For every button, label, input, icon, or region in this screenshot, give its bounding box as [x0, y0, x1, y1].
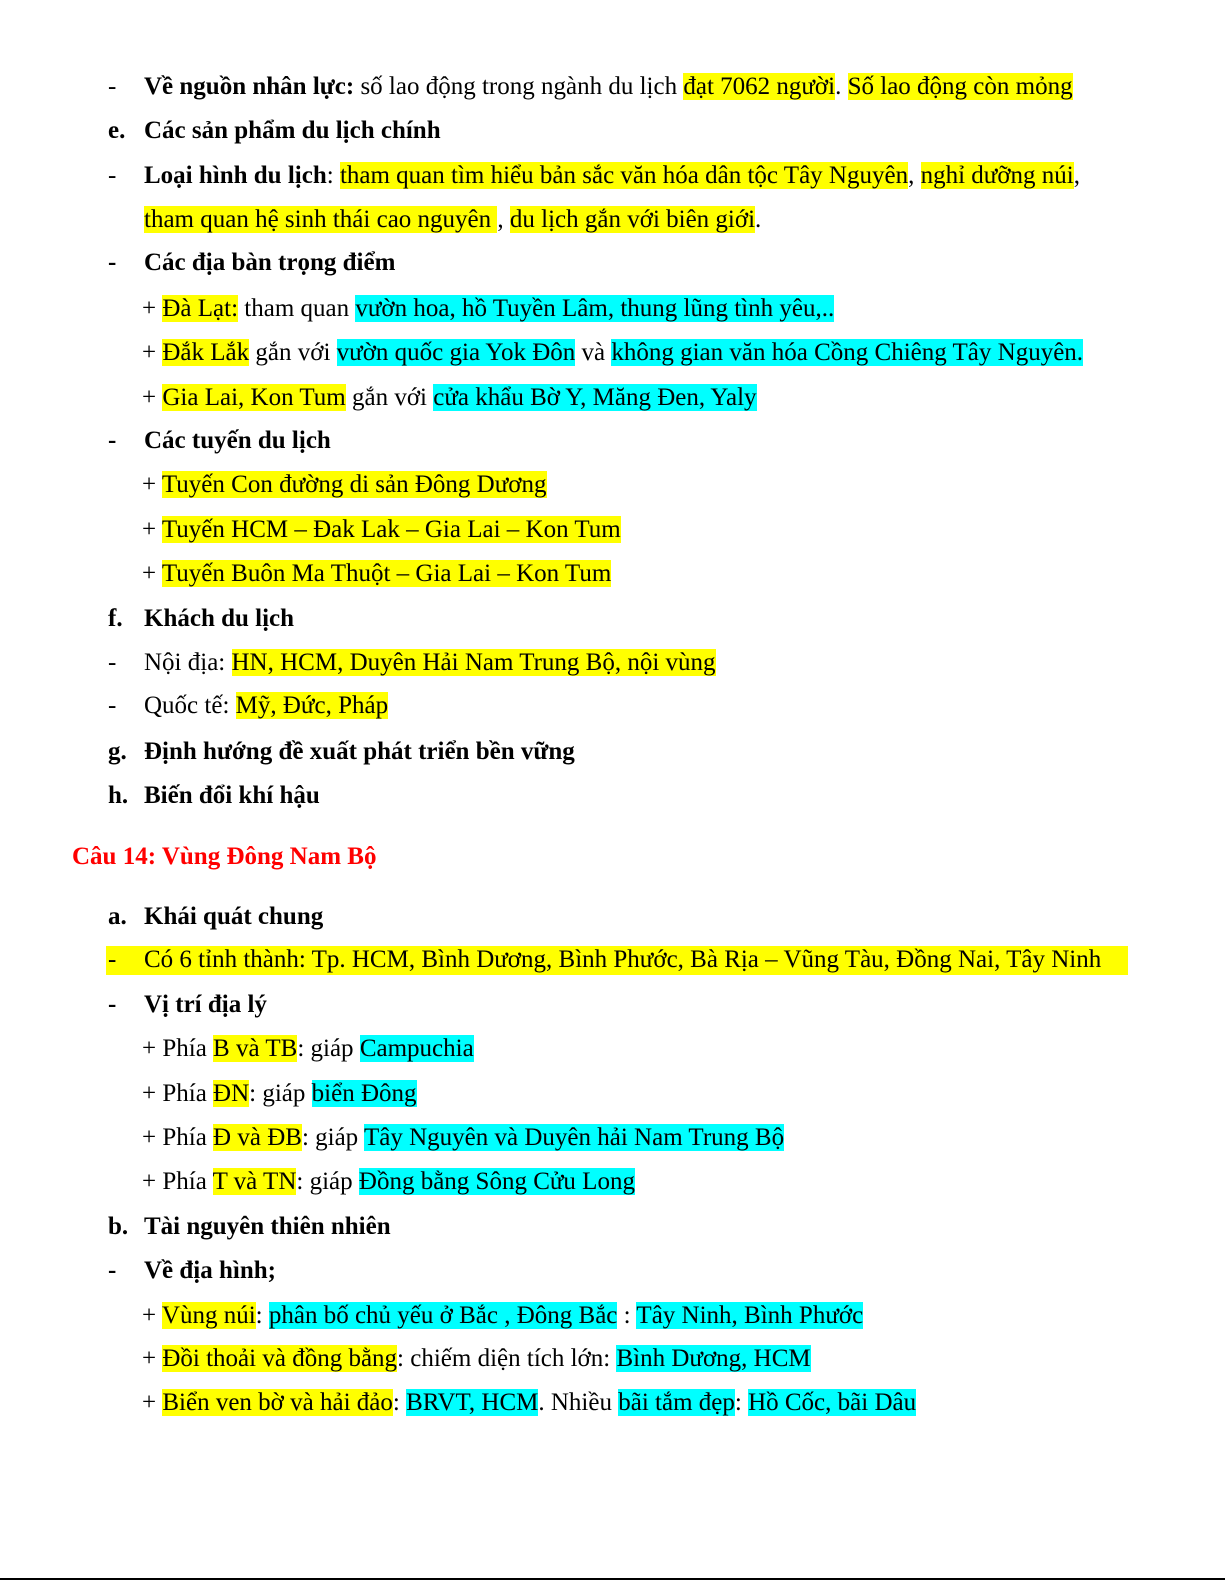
plain-text: + Phía: [142, 1124, 214, 1151]
section-heading: [72, 842, 376, 872]
highlight-yellow-text: T và TN: [212, 1168, 297, 1195]
plain-text: + Phía: [142, 1080, 214, 1107]
plain-text: + Phía: [142, 1035, 214, 1062]
list-item-text: [142, 1079, 417, 1109]
highlight-cyan-text: Campuchia: [359, 1035, 474, 1062]
highlight-cyan-text: biển Đông: [311, 1080, 417, 1107]
list-item-text: [144, 737, 575, 767]
plain-text: Nội địa:: [144, 649, 232, 676]
plain-text: :: [255, 1302, 269, 1329]
bold-text: Về địa hình;: [144, 1257, 276, 1284]
list-item-text: [142, 470, 547, 500]
bold-text: Định hướng đề xuất phát triển bền vững: [144, 738, 575, 765]
highlight-yellow-text: tham quan tìm hiểu bản sắc văn hóa dân tộc Tây Nguyên: [339, 162, 909, 189]
list-item-text: [144, 248, 395, 278]
list-item-text: [142, 1034, 474, 1064]
plain-text: gắn với: [249, 339, 337, 366]
list-marker: -: [108, 946, 117, 973]
page-bottom-rule: [0, 1578, 1225, 1580]
highlight-cyan-text: vườn hoa, hồ Tuyền Lâm, thung lũng tình yêu,..: [355, 295, 835, 322]
list-item-text: [144, 161, 1080, 191]
plain-text: ,: [1073, 162, 1080, 189]
list-item-text: [142, 383, 757, 413]
plain-text: : giáp: [301, 1124, 364, 1151]
plain-text: :: [326, 162, 340, 189]
plain-text: .: [835, 73, 848, 100]
list-item-text: [144, 990, 267, 1020]
bold-text: Các tuyến du lịch: [144, 427, 331, 454]
list-item-text: [144, 205, 761, 235]
list-marker: -: [108, 249, 117, 276]
list-item-text: [144, 116, 441, 146]
plain-text: :: [392, 1389, 407, 1416]
plain-text: +: [142, 384, 163, 411]
list-marker: -: [108, 991, 117, 1018]
plain-text: +: [142, 339, 163, 366]
bold-text: Khách du lịch: [144, 605, 295, 632]
plain-text: : giáp: [296, 1168, 359, 1195]
highlight-cyan-text: Bình Dương, HCM: [616, 1345, 811, 1372]
highlight-cyan-text: Tây Nguyên và Duyên hải Nam Trung Bộ: [363, 1124, 785, 1151]
list-item-text: [142, 559, 611, 589]
highlight-yellow-text: nghỉ dưỡng núi: [920, 162, 1074, 189]
list-marker: -: [108, 1257, 117, 1284]
list-marker: -: [108, 649, 117, 676]
bold-text: Các địa bàn trọng điểm: [144, 249, 396, 276]
plain-text: ,: [497, 206, 510, 233]
plain-text: tham quan: [238, 295, 356, 322]
highlight-yellow-text: Đắk Lắk: [162, 339, 250, 366]
highlight-yellow-text: Vùng núi: [161, 1302, 256, 1329]
plain-text: +: [142, 1302, 162, 1329]
highlight-yellow-text: Đà Lạt:: [162, 295, 239, 322]
bold-text: Biến đổi khí hậu: [144, 782, 320, 809]
plain-text: +: [142, 1345, 163, 1372]
highlight-yellow-text: tham quan hệ sinh thái cao nguyên: [144, 206, 498, 233]
highlight-yellow-text: đạt 7062 người: [683, 73, 836, 100]
list-marker: h.: [108, 782, 129, 809]
bold-text: Vị trí địa lý: [144, 991, 267, 1018]
plain-text: ,: [908, 162, 921, 189]
list-item-text: [142, 1344, 811, 1374]
highlight-cyan-text: Đồng bằng Sông Cửu Long: [358, 1168, 635, 1195]
list-marker: -: [108, 692, 117, 719]
list-marker: f.: [108, 605, 123, 632]
bold-text: Tài nguyên thiên nhiên: [144, 1213, 391, 1240]
highlight-cyan-text: BRVT, HCM: [406, 1389, 539, 1416]
list-marker: g.: [108, 738, 127, 765]
list-item-text: [142, 1388, 916, 1418]
list-marker: -: [108, 427, 117, 454]
highlight-cyan-text: bãi tắm đẹp: [618, 1389, 735, 1416]
list-item-text: [144, 691, 388, 721]
highlight-yellow-text: Gia Lai, Kon Tum: [162, 384, 346, 411]
highlight-yellow-text: B và TB: [213, 1035, 298, 1062]
highlight-yellow-text: Đồi thoải và đồng bằng: [162, 1345, 398, 1372]
plain-text: và: [575, 339, 612, 366]
bold-text: Các sản phẩm du lịch chính: [144, 117, 441, 144]
list-item-text: [142, 294, 834, 324]
highlight-yellow-text: HN, HCM, Duyên Hải Nam Trung Bộ, nội vùng: [231, 649, 716, 676]
highlight-yellow-text: ĐN: [213, 1080, 250, 1107]
list-item-text: [142, 1301, 863, 1331]
list-item-text: [144, 72, 1073, 102]
plain-text: +: [142, 560, 162, 587]
list-item-text: [142, 1123, 784, 1153]
plain-text: số lao động trong ngành du lịch: [354, 73, 684, 100]
highlight-yellow-text: du lịch gắn với biên giới: [509, 206, 756, 233]
plain-text: : giáp: [297, 1035, 360, 1062]
plain-text: :: [617, 1302, 637, 1329]
list-marker: -: [108, 73, 117, 100]
highlight-cyan-text: Hồ Cốc, bãi Dâu: [748, 1389, 917, 1416]
plain-text: . Nhiều: [538, 1389, 619, 1416]
list-item-text: [144, 426, 331, 456]
list-item-text: [144, 648, 716, 678]
highlight-yellow-text: Số lao động còn mỏng: [847, 73, 1073, 100]
highlight-cyan-text: phân bố chủ yếu ở Bắc , Đông Bắc: [268, 1302, 618, 1329]
list-item-text: [142, 338, 1083, 368]
highlight-cyan-text: Tây Ninh, Bình Phước: [636, 1302, 864, 1329]
highlight-yellow-text: Biển ven bờ và hải đảo: [162, 1389, 393, 1416]
highlight-yellow-text: Mỹ, Đức, Pháp: [235, 692, 389, 719]
plain-text: Quốc tế:: [144, 692, 236, 719]
plain-text: : giáp: [249, 1080, 312, 1107]
list-item-text: [144, 1256, 276, 1286]
list-marker: b.: [108, 1213, 129, 1240]
list-item-text: [142, 515, 621, 545]
plain-text: + Phía: [142, 1168, 213, 1195]
highlight-yellow-text: Tuyến Buôn Ma Thuột – Gia Lai – Kon Tum: [161, 560, 612, 587]
plain-text: : chiếm diện tích lớn:: [397, 1345, 617, 1372]
highlight-cyan-text: cửa khẩu Bờ Y, Măng Đen, Yaly: [433, 384, 757, 411]
list-item-text: [144, 945, 1101, 975]
bold-text: Loại hình du lịch: [144, 162, 327, 189]
plain-text: :: [734, 1389, 749, 1416]
bold-text: Về nguồn nhân lực:: [144, 73, 355, 100]
highlight-cyan-text: vườn quốc gia Yok Đôn: [336, 339, 576, 366]
highlight-cyan-text: không gian văn hóa Cồng Chiêng Tây Nguyên.: [611, 339, 1084, 366]
highlight-yellow-text: Có 6 tỉnh thành: Tp. HCM, Bình Dương, Bình Phước, Bà Rịa – Vũng Tàu, Đồng Nai, Tây Ninh: [144, 946, 1102, 973]
list-marker: -: [108, 162, 117, 189]
plain-text: +: [142, 516, 162, 543]
plain-text: .: [755, 206, 762, 233]
list-marker: e.: [108, 117, 126, 144]
plain-text: +: [142, 295, 163, 322]
bold-text: Khái quát chung: [144, 903, 324, 930]
plain-text: +: [142, 1389, 163, 1416]
highlight-yellow-text: Tuyến Con đường di sản Đông Dương: [161, 471, 547, 498]
plain-text: gắn với: [345, 384, 434, 411]
list-marker: a.: [108, 903, 127, 930]
list-item-text: [142, 1167, 635, 1197]
heading-text: Câu 14: Vùng Đông Nam Bộ: [72, 843, 377, 870]
list-item-text: [144, 604, 294, 634]
list-item-text: [144, 1212, 391, 1242]
plain-text: +: [142, 471, 162, 498]
list-item-text: [144, 902, 323, 932]
highlight-yellow-text: Tuyến HCM – Đak Lak – Gia Lai – Kon Tum: [161, 516, 621, 543]
highlight-yellow-text: Đ và ĐB: [213, 1124, 302, 1151]
list-item-text: [144, 781, 320, 811]
